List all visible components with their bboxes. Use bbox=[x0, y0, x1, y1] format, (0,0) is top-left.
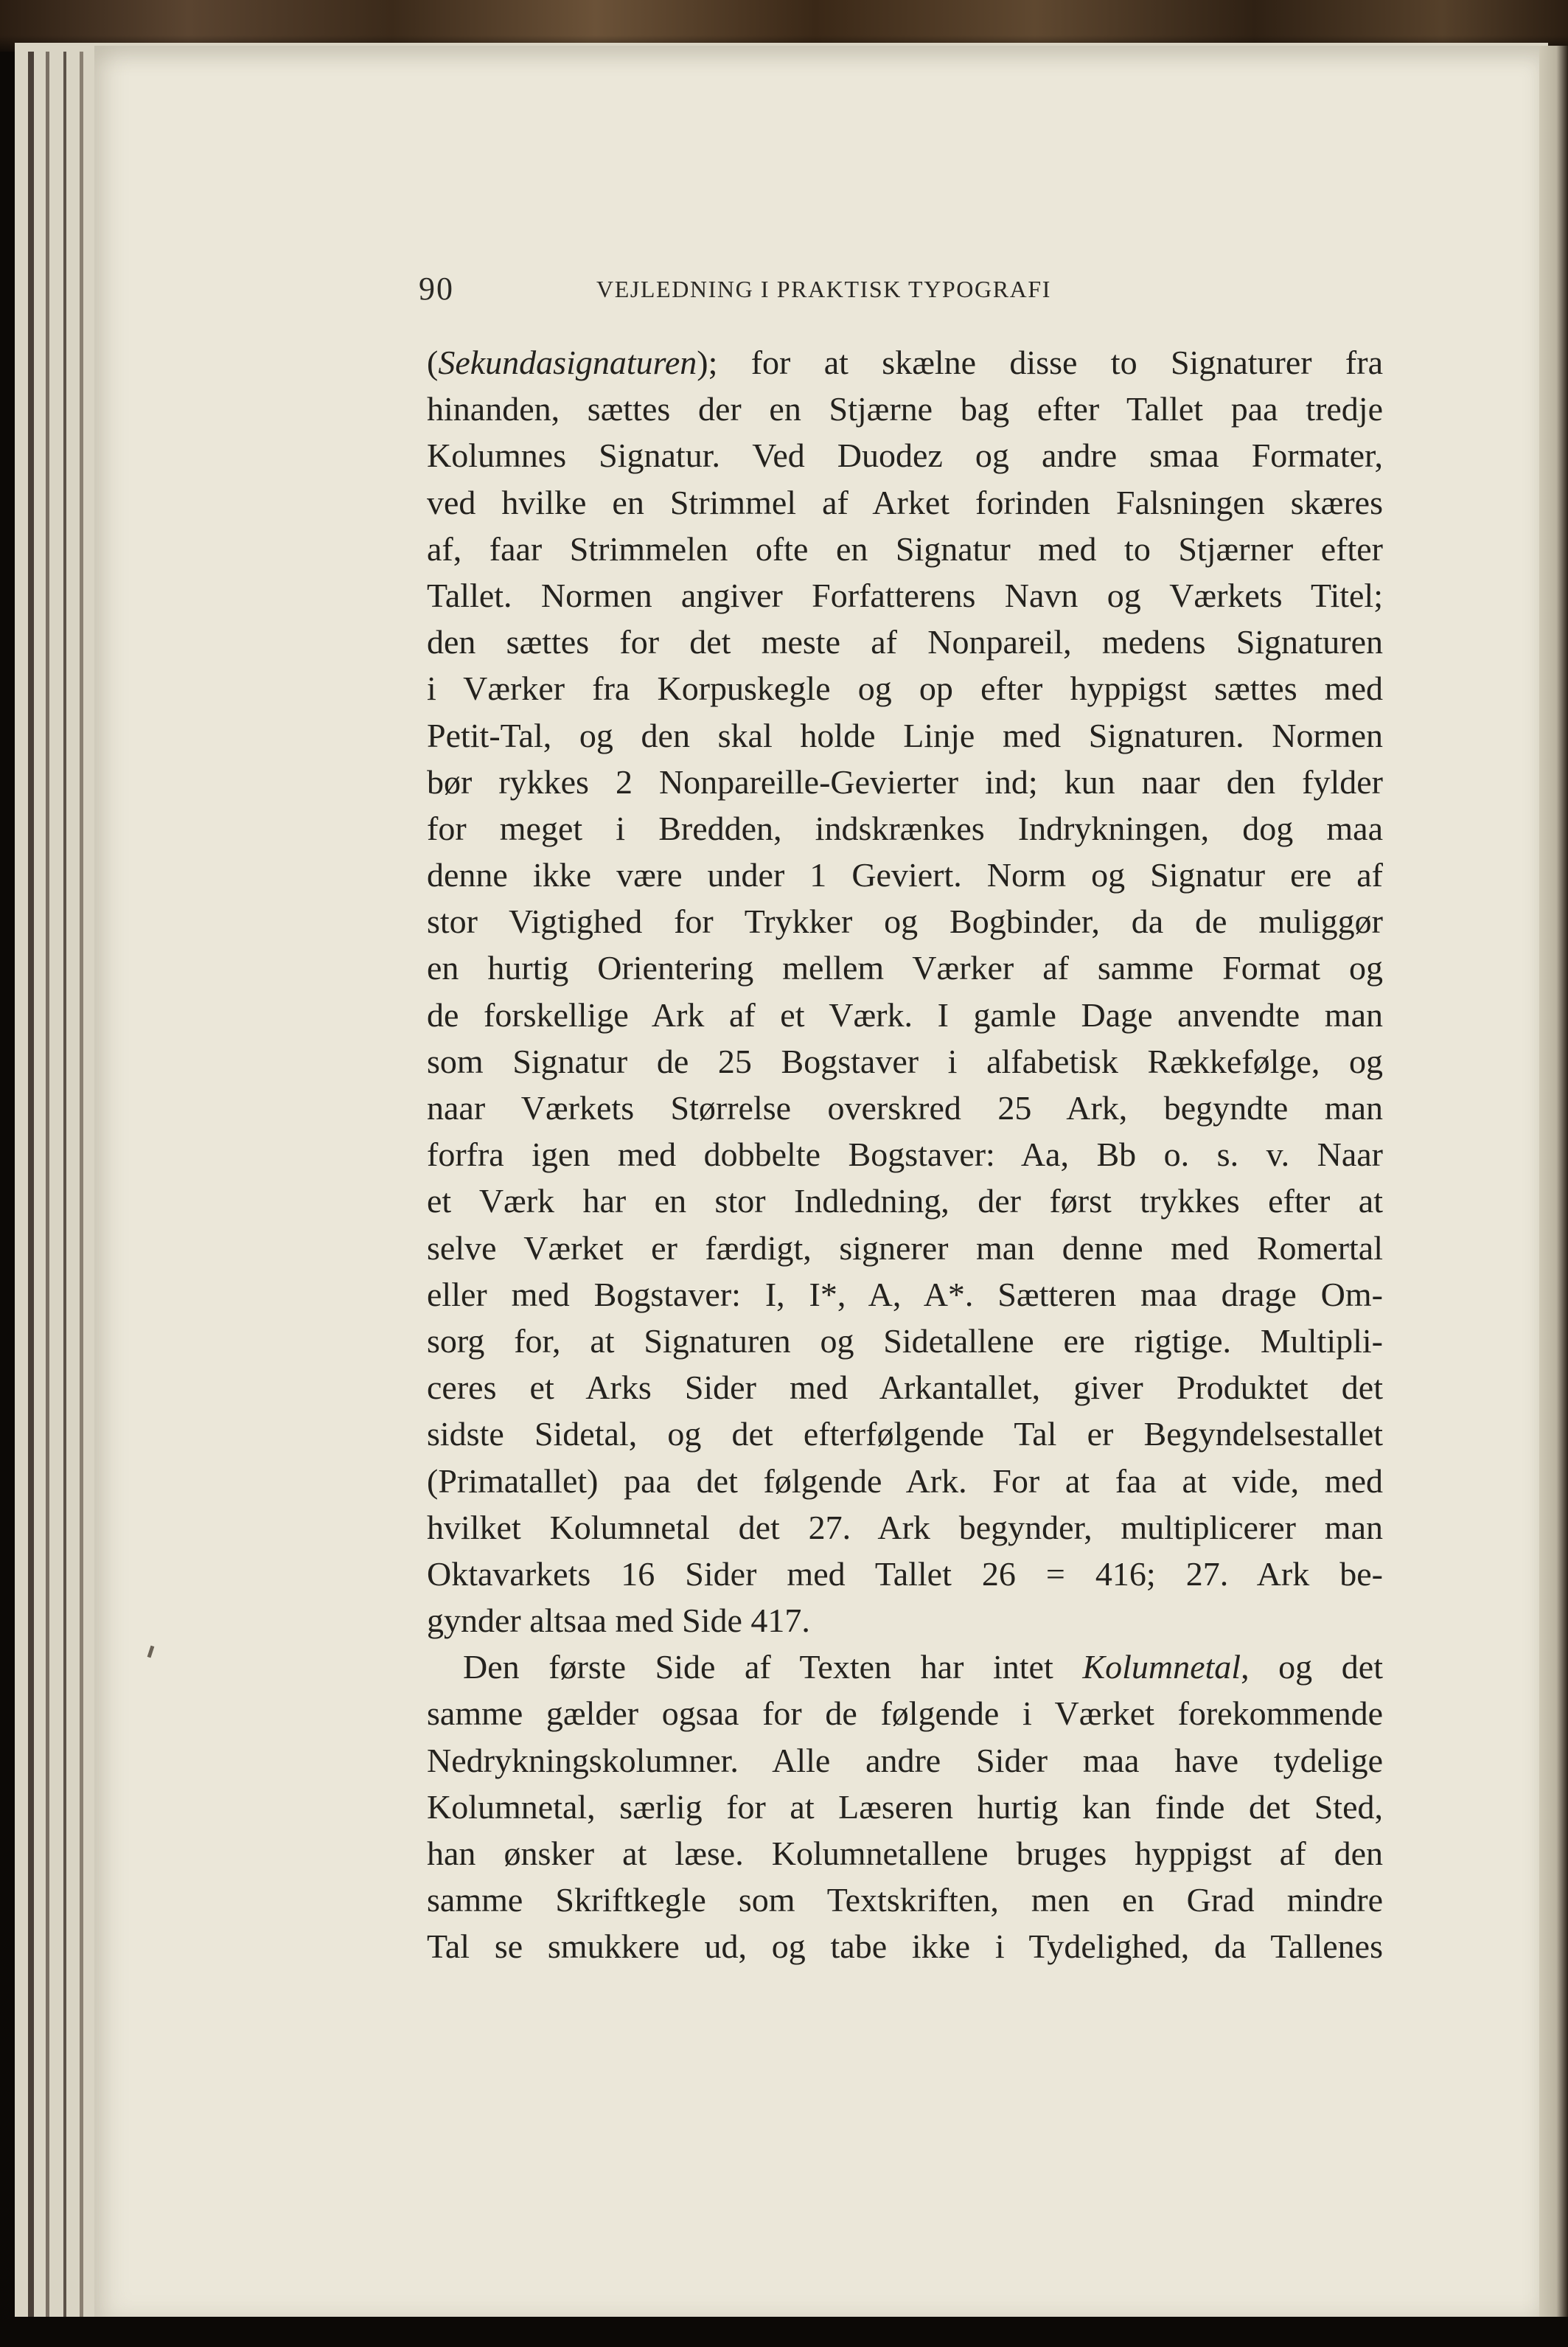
text-line: ceres et Arks Sider med Arkantallet, giver Produktet det bbox=[427, 1369, 1383, 1407]
italic-term: Sekundasignaturen bbox=[438, 344, 697, 381]
text-line: sidste Sidetal, og det efterfølgende Tal er Begyndelsestallet bbox=[427, 1415, 1383, 1453]
bottom-edge bbox=[0, 2317, 1568, 2347]
text-line: for meget i Bredden, indskrænkes Indrykningen, dog maa bbox=[427, 809, 1383, 847]
running-head bbox=[419, 267, 1392, 311]
text-line: Tallet. Normen angiver Forfatterens Navn og Værkets Titel; bbox=[427, 576, 1383, 614]
text-line: Den første Side af Texten har intet Kolumnetal, og det bbox=[463, 1648, 1383, 1686]
page-stack-edge bbox=[80, 52, 83, 2329]
running-title: VEJLEDNING I PRAKTISK TYPOGRAFI bbox=[596, 276, 1052, 302]
text-line: af, faar Strimmelen ofte en Signatur med to Stjærner efter bbox=[427, 529, 1383, 568]
text-line: sorg for, at Signaturen og Sidetallene ere rigtige. Multipli- bbox=[427, 1321, 1383, 1360]
page-number: 90 bbox=[419, 271, 454, 307]
text-line: eller med Bogstaver: I, I*, A, A*. Sætteren maa drage Om- bbox=[427, 1275, 1383, 1313]
text-line: Petit-Tal, og den skal holde Linje med Signaturen. Normen bbox=[427, 716, 1383, 754]
text-line: hvilket Kolumnetal det 27. Ark begynder, multiplicerer man bbox=[427, 1508, 1383, 1546]
text-line: denne ikke være under 1 Geviert. Norm og Signatur ere af bbox=[427, 856, 1383, 894]
body-text bbox=[427, 339, 1383, 1970]
text-line: stor Vigtighed for Trykker og Bogbinder, da de muliggør bbox=[427, 903, 1383, 941]
text-line: bør rykkes 2 Nonpareille-Gevierter ind; kun naar den fylder bbox=[427, 762, 1383, 801]
text-line: Tal se smukkere ud, og tabe ikke i Tydelighed, da Tallenes bbox=[427, 1927, 1383, 1966]
text-line: ved hvilke en Strimmel af Arket forinden Falsningen skæres bbox=[427, 483, 1383, 521]
text-line: selve Værket er færdigt, signerer man denne med Romertal bbox=[427, 1228, 1383, 1267]
page-stack-edge bbox=[28, 52, 34, 2329]
text-line: Kolumnetal, særlig for at Læseren hurtig kan finde det Sted, bbox=[427, 1787, 1383, 1826]
page-stack-edge bbox=[63, 52, 66, 2329]
text-line: (Primatallet) paa det følgende Ark. For at faa at vide, med bbox=[427, 1461, 1383, 1500]
text-line: hinanden, sættes der en Stjærne bag efter Tallet paa tredje bbox=[427, 390, 1383, 428]
page-stack-edge bbox=[46, 52, 49, 2329]
text-line: gynder altsaa med Side 417. bbox=[427, 1602, 810, 1640]
text-line: han ønsker at læse. Kolumnetallene bruges hyppigst af den bbox=[427, 1835, 1383, 1872]
text-line: Oktavarkets 16 Sider med Tallet 26 = 416; 27. Ark be- bbox=[427, 1554, 1383, 1593]
text-line: en hurtig Orientering mellem Værker af samme Format og bbox=[427, 949, 1383, 987]
text-line: Kolumnes Signatur. Ved Duodez og andre smaa Formater, bbox=[427, 437, 1383, 475]
text-line: i Værker fra Korpuskegle og op efter hyppigst sættes med bbox=[427, 670, 1383, 708]
text-line: naar Værkets Størrelse overskred 25 Ark, begyndte man bbox=[427, 1089, 1383, 1127]
italic-term: Kolumnetal bbox=[1082, 1648, 1241, 1686]
right-page-edge bbox=[1539, 46, 1568, 2317]
text-line: samme Skriftkegle som Textskriften, men en Grad mindre bbox=[427, 1881, 1383, 1919]
text-line: samme gælder ogsaa for de følgende i Værket forekommende bbox=[427, 1694, 1383, 1733]
text-line: den sættes for det meste af Nonpareil, medens Signaturen bbox=[427, 623, 1383, 661]
text-line: et Værk har en stor Indledning, der først trykkes efter at bbox=[427, 1182, 1383, 1220]
text-line: Nedrykningskolumner. Alle andre Sider maa have tydelige bbox=[427, 1741, 1383, 1779]
text-line: forfra igen med dobbelte Bogstaver: Aa, Bb o. s. v. Naar bbox=[427, 1136, 1383, 1174]
text-line: de forskellige Ark af et Værk. I gamle Dage anvendte man bbox=[427, 995, 1383, 1034]
text-line: (Sekundasignaturen); for at skælne disse to Signaturer fra bbox=[427, 344, 1383, 381]
text-line: som Signatur de 25 Bogstaver i alfabetisk Rækkefølge, og bbox=[427, 1042, 1383, 1080]
